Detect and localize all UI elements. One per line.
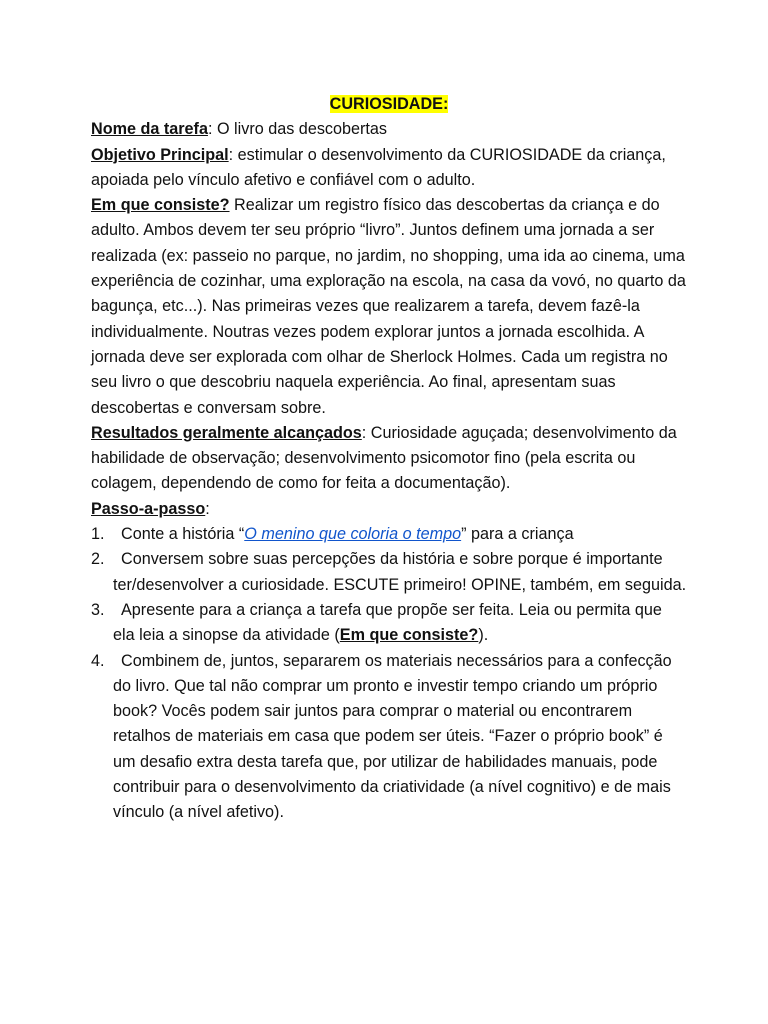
- story-link[interactable]: O menino que coloria o tempo: [244, 525, 462, 544]
- document-page: [91, 92, 687, 826]
- step-text: Combinem de, juntos, separarem os materiais necessários para a confecção do livro. Que tal não comprar um pronto e investir tempo criando um próprio book? Vocês podem sair juntos para comprar o material ou encontrarem retalhos de materiais em casa que podem ser úteis. “Fazer o próprio book” é um desafio extra desta tarefa que, por utilizar de habilidades manuais, pode contribuir para o desenvolvimento da criatividade (a nível cognitivo) e de mais vínculo (a nível afetivo).: [113, 651, 672, 822]
- step-text-pre: Apresente para a criança a tarefa que propõe ser feita. Leia ou permita que ela leia a sinopse da atividade (: [113, 600, 662, 645]
- objective-text: : estimular o desenvolvimento da CURIOSIDADE da criança, apoiada pelo vínculo afetivo e confiável com o adulto.: [91, 145, 666, 189]
- steps-heading: [91, 497, 687, 522]
- step-number: 3.: [91, 600, 105, 619]
- steps-colon: :: [205, 499, 210, 518]
- step-text-post: ).: [478, 626, 489, 645]
- list-item: [91, 522, 687, 547]
- list-item: [91, 598, 687, 649]
- title-line: [91, 92, 687, 117]
- task-name-paragraph: [91, 117, 687, 142]
- step-text: Conversem sobre suas percepções da história e sobre porque é importante ter/desenvolver a curiosidade. ESCUTE primeiro! OPINE, também, em seguida.: [113, 550, 687, 594]
- step-text-post: ” para a criança: [461, 525, 574, 544]
- steps-list: [91, 522, 687, 826]
- task-name-label: Nome da tarefa: [91, 120, 208, 139]
- step-number: 2.: [91, 550, 105, 569]
- step-text: [113, 601, 662, 644]
- list-item: [91, 649, 687, 826]
- step-bold-reference: Em que consiste?: [339, 626, 479, 645]
- description-label: Em que consiste?: [91, 196, 230, 215]
- step-number: 4.: [91, 651, 105, 670]
- results-text: : Curiosidade aguçada; desenvolvimento da habilidade de observação; desenvolvimento psicomotor fino (pela escrita ou colagem, dependendo de como for feita a documentação).: [91, 423, 677, 493]
- task-name-text: : O livro das descobertas: [207, 120, 387, 139]
- steps-label: Passo-a-passo: [91, 499, 206, 518]
- objective-label: Objetivo Principal: [91, 145, 229, 164]
- list-item: [91, 547, 687, 598]
- results-paragraph: [91, 421, 687, 497]
- step-text-pre: Conte a história “: [121, 525, 245, 544]
- description-paragraph: [91, 193, 687, 421]
- step-text: [113, 525, 574, 543]
- page-title: CURIOSIDADE:: [329, 95, 449, 113]
- results-label: Resultados geralmente alcançados: [91, 423, 362, 442]
- objective-paragraph: [91, 143, 687, 194]
- description-text: Realizar um registro físico das descobertas da criança e do adulto. Ambos devem ter seu próprio “livro”. Juntos definem uma jornada a ser realizada (ex: passeio no parque, no jardim, no shopping, uma ida ao cinema, uma experiência de cozinhar, uma exploração na escola, na casa da vovó, no quarto da bagunça, etc...). Nas primeiras vezes que realizarem a tarefa, devem fazê-la individualmente. Noutras vezes podem explorar juntos a jornada escolhida. A jornada deve ser explorada com olhar de Sherlock Holmes. Cada um registra no seu livro o que descobriu naquela experiência. Ao final, apresentam suas descobertas e conversam sobre.: [91, 196, 686, 417]
- step-number: 1.: [91, 525, 105, 544]
